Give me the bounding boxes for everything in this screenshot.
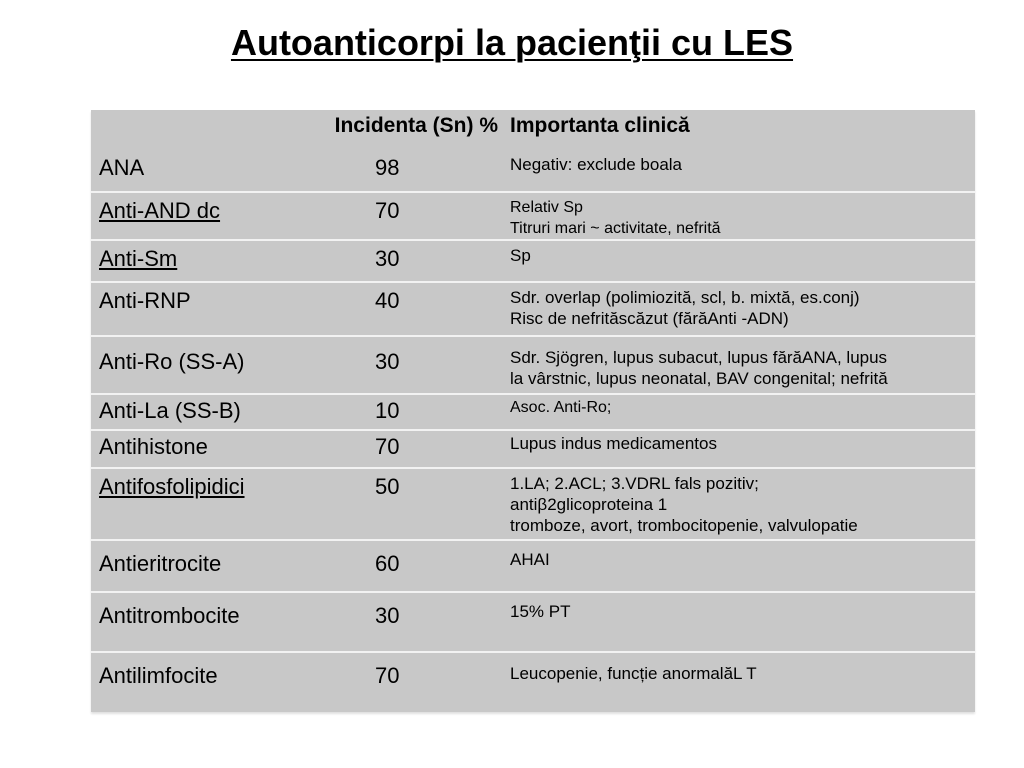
incidence-value: 30 xyxy=(375,349,400,374)
antibody-name: Antihistone xyxy=(99,434,208,459)
table-row xyxy=(91,652,975,712)
antibody-name: Antifosfolipidici xyxy=(99,474,245,499)
slide-title: Autoanticorpi la pacienţii cu LES xyxy=(230,22,794,63)
importance-line: tromboze, avort, trombocitopenie, valvulopatie xyxy=(510,516,858,535)
antibody-name: Anti-Sm xyxy=(99,246,178,271)
table-row xyxy=(91,430,975,468)
table-row xyxy=(91,336,975,394)
incidence-value: 70 xyxy=(375,434,400,459)
antibody-name: Anti-AND dc xyxy=(99,198,221,223)
importance-line: Lupus indus medicamentos xyxy=(510,434,717,453)
table-row xyxy=(91,468,975,540)
importance-line: Sp xyxy=(510,246,531,265)
incidence-value: 60 xyxy=(375,551,400,576)
incidence-value: 50 xyxy=(375,474,400,499)
table-row xyxy=(91,282,975,336)
antibody-name: Antieritrocite xyxy=(99,551,222,576)
table-row xyxy=(91,240,975,282)
antibody-name: Anti-Ro (SS-A) xyxy=(99,349,245,374)
importance-line: Risc de nefrităscăzut (fărăAnti -ADN) xyxy=(510,309,789,328)
incidence-value: 30 xyxy=(375,246,400,271)
importance-line: Leucopenie, funcție anormalăL T xyxy=(510,664,757,683)
importance-line: Sdr. overlap (polimiozită, scl, b. mixtă, es.conj) xyxy=(510,288,860,307)
importance-line: la vârstnic, lupus neonatal, BAV congenital; nefrită xyxy=(510,369,888,388)
header-incidence: Incidenta (Sn) % xyxy=(334,114,498,137)
header-importance: Importanta clinică xyxy=(510,114,690,137)
antibody-name: Antitrombocite xyxy=(99,603,240,628)
importance-line: Relativ Sp xyxy=(510,199,583,216)
importance-line: Sdr. Sjögren, lupus subacut, lupus fărăANA, lupus xyxy=(510,348,888,367)
antibody-name: Anti-La (SS-B) xyxy=(99,398,241,423)
table-row xyxy=(91,150,975,192)
table-row xyxy=(91,394,975,430)
incidence-value: 40 xyxy=(375,288,400,313)
importance-line: 1.LA; 2.ACL; 3.VDRL fals pozitiv; xyxy=(510,474,759,493)
table-row xyxy=(91,592,975,652)
importance-line: 15% PT xyxy=(510,602,571,621)
incidence-value: 70 xyxy=(375,198,400,223)
table-row xyxy=(91,540,975,592)
incidence-value: 10 xyxy=(375,398,400,423)
antibody-name: Anti-RNP xyxy=(99,288,191,313)
autoantibody-table xyxy=(91,110,975,712)
importance-line: AHAI xyxy=(510,550,550,569)
antibody-name: Antilimfocite xyxy=(99,663,218,688)
importance-line: Negativ: exclude boala xyxy=(510,155,683,174)
table-row xyxy=(91,192,975,240)
importance-line: antiβ2glicoproteina 1 xyxy=(510,495,668,514)
importance-line: Asoc. Anti-Ro; xyxy=(510,399,612,416)
incidence-value: 70 xyxy=(375,663,400,688)
header-name xyxy=(91,110,292,150)
table-header-row xyxy=(91,110,975,150)
incidence-value: 98 xyxy=(375,155,400,180)
antibody-name: ANA xyxy=(99,155,145,180)
importance-line: Titruri mari ~ activitate, nefrită xyxy=(510,220,721,237)
incidence-value: 30 xyxy=(375,603,400,628)
